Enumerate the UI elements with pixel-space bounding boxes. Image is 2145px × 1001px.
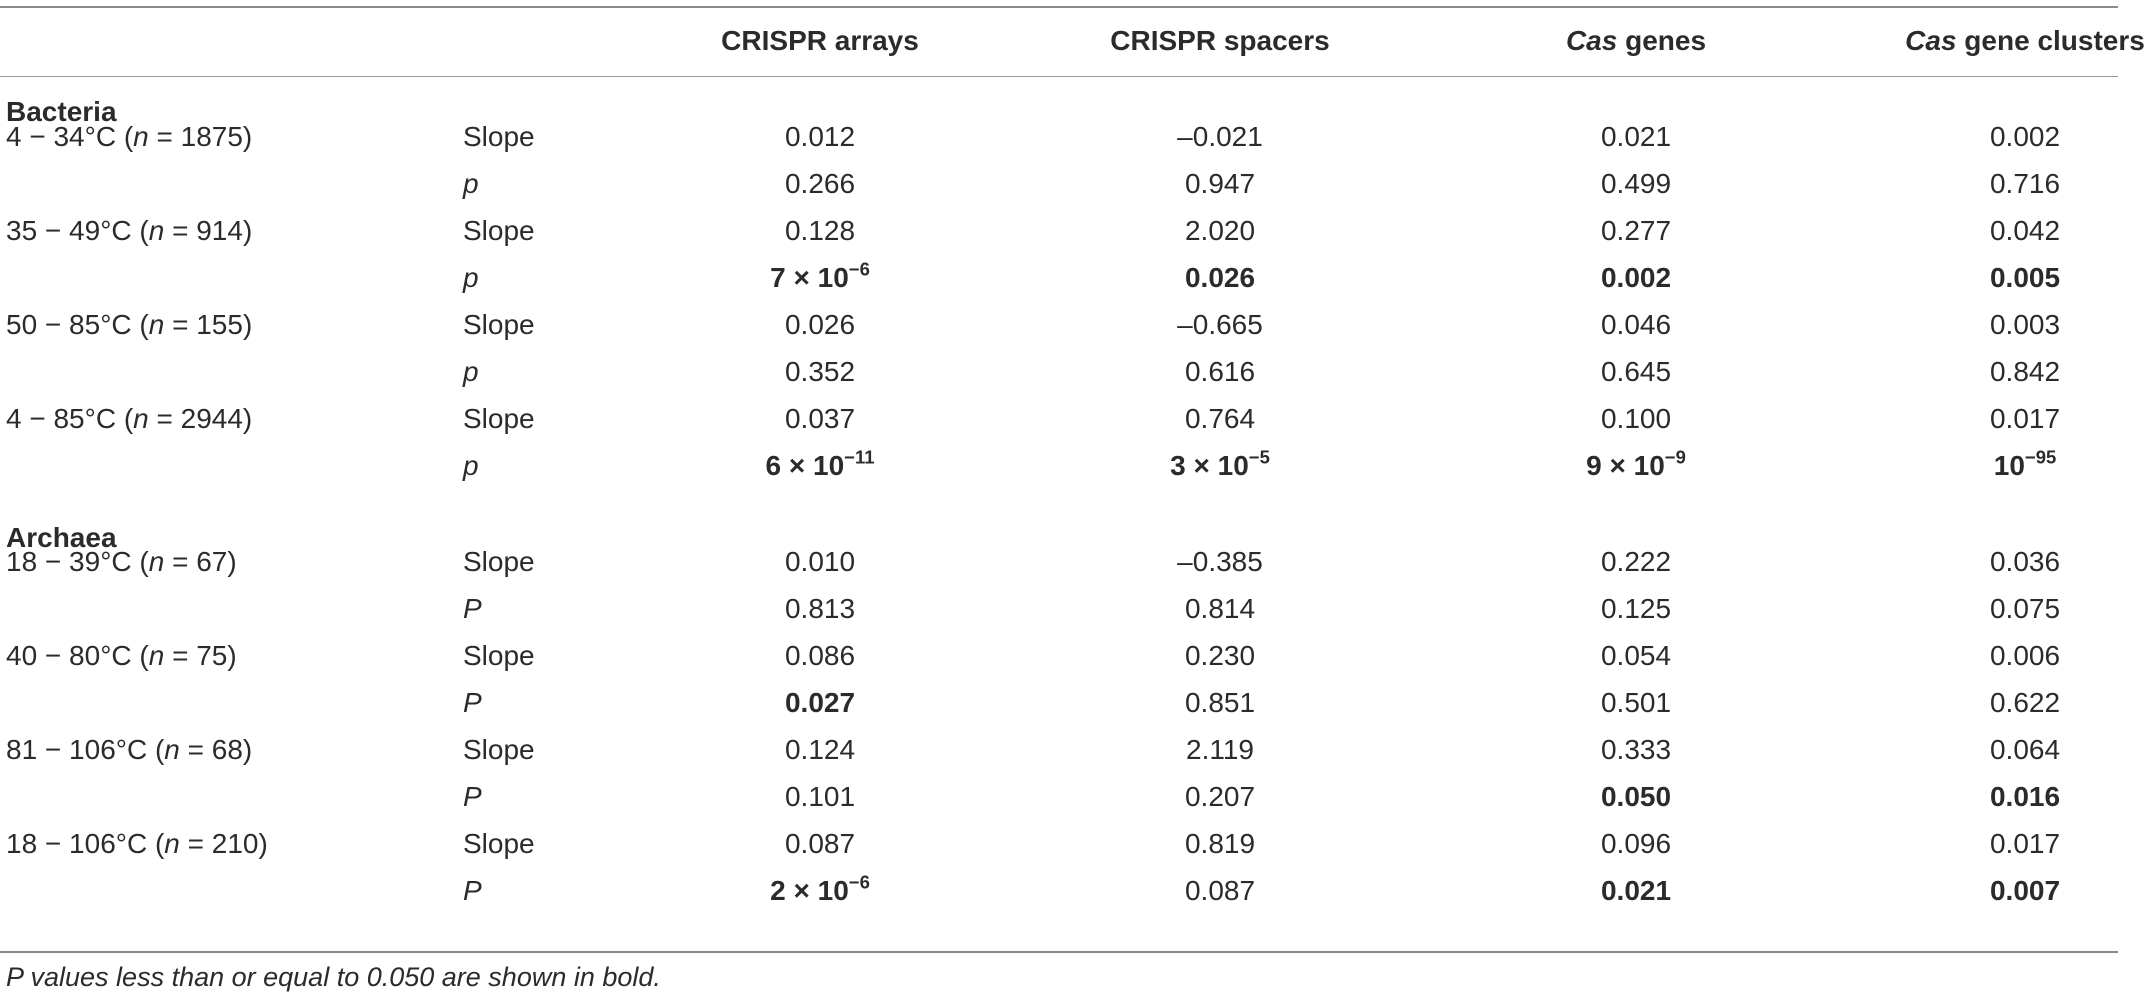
cell-cas-gene-clusters: 0.005 [1989, 262, 2061, 293]
cell-cas-genes: 0.021 [1600, 875, 1672, 906]
stat-p-label: P [463, 875, 482, 906]
cell-cas-gene-clusters: 0.003 [1989, 309, 2061, 340]
stat-slope-label: Slope [463, 309, 535, 340]
cell-cas-genes: 0.277 [1600, 215, 1672, 246]
cell-crispr-arrays: 0.037 [784, 403, 856, 434]
cell-cas-genes: 0.645 [1600, 356, 1672, 387]
cell-cas-gene-clusters: 0.075 [1989, 593, 2061, 624]
cell-cas-genes: 0.333 [1600, 734, 1672, 765]
stat-p-label: p [463, 450, 479, 481]
cell-cas-genes: 0.021 [1600, 121, 1672, 152]
stat-slope-label: Slope [463, 828, 535, 859]
cell-crispr-spacers: 0.207 [1184, 781, 1256, 812]
cell-crispr-arrays: 0.128 [784, 215, 856, 246]
cell-crispr-spacers: 0.814 [1184, 593, 1256, 624]
stat-slope-label: Slope [463, 640, 535, 671]
exponent: −9 [1664, 446, 1686, 468]
table-row [0, 160, 2118, 207]
cell-crispr-arrays: 0.026 [784, 309, 856, 340]
header-cas-gene-clusters: Cas gene clusters [1905, 25, 2145, 56]
cell-crispr-arrays: 0.012 [784, 121, 856, 152]
temperature-range-label: 50 − 85°C (n = 155) [6, 309, 253, 340]
cell-crispr-spacers: 0.230 [1184, 640, 1256, 671]
stat-p-label: P [463, 781, 482, 812]
stat-slope-label: Slope [463, 734, 535, 765]
cell-cas-gene-clusters: 0.016 [1989, 781, 2061, 812]
table-row [0, 867, 2118, 914]
cell-cas-genes: 0.499 [1600, 168, 1672, 199]
cell-crispr-arrays: 0.101 [784, 781, 856, 812]
temperature-range-label: 4 − 85°C (n = 2944) [6, 403, 253, 434]
cell-crispr-spacers: $3 \times 10^{-5}$ [1170, 446, 1270, 481]
exponent: −6 [848, 871, 870, 893]
cell-cas-gene-clusters: 0.042 [1989, 215, 2061, 246]
cell-cas-gene-clusters: $10^{-95}$ [1993, 446, 2057, 481]
cell-cas-genes: 0.125 [1600, 593, 1672, 624]
cell-crispr-spacers: 0.947 [1184, 168, 1256, 199]
cell-crispr-spacers: –0.385 [1177, 546, 1263, 577]
cell-crispr-arrays: 0.027 [784, 687, 856, 718]
cell-crispr-spacers: 0.087 [1184, 875, 1256, 906]
cell-crispr-spacers: 0.819 [1184, 828, 1256, 859]
header-crispr-spacers: CRISPR spacers [1110, 25, 1330, 56]
temperature-range-label: 4 − 34°C (n = 1875) [6, 121, 253, 152]
cell-cas-genes: 0.100 [1600, 403, 1672, 434]
cell-cas-genes: 0.222 [1600, 546, 1672, 577]
table-row [0, 395, 2118, 442]
section-bacteria: Bacteria [6, 96, 117, 127]
table-row [0, 254, 2118, 301]
cell-cas-gene-clusters: 0.017 [1989, 828, 2061, 859]
cell-cas-genes: 0.046 [1600, 309, 1672, 340]
cell-cas-genes: 0.054 [1600, 640, 1672, 671]
table-row [0, 679, 2118, 726]
table-bottom-rule [0, 951, 2118, 953]
temperature-range-label: 18 − 106°C (n = 210) [6, 828, 268, 859]
exponent: −6 [848, 258, 870, 280]
stat-slope-label: Slope [463, 121, 535, 152]
cell-crispr-spacers: 0.026 [1184, 262, 1256, 293]
cell-crispr-spacers: 2.119 [1186, 734, 1254, 765]
header-crispr-arrays: CRISPR arrays [721, 25, 919, 56]
table-row [0, 348, 2118, 395]
exponent: −11 [844, 446, 875, 468]
temperature-range-label: 18 − 39°C (n = 67) [6, 546, 237, 577]
table-header-rule [0, 76, 2118, 77]
section-archaea: Archaea [6, 522, 117, 553]
cell-crispr-arrays: 0.124 [784, 734, 856, 765]
cell-crispr-spacers: –0.021 [1177, 121, 1263, 152]
cell-crispr-spacers: 0.616 [1184, 356, 1256, 387]
cell-crispr-arrays: 0.087 [784, 828, 856, 859]
cell-crispr-arrays: 0.813 [784, 593, 856, 624]
stat-slope-label: Slope [463, 403, 535, 434]
cell-cas-genes: 0.002 [1600, 262, 1672, 293]
cell-cas-gene-clusters: 0.622 [1989, 687, 2061, 718]
temperature-range-label: 81 − 106°C (n = 68) [6, 734, 253, 765]
cell-crispr-spacers: 2.020 [1184, 215, 1256, 246]
cell-cas-gene-clusters: 0.716 [1989, 168, 2061, 199]
table-row [0, 113, 2118, 160]
table-row [0, 538, 2118, 585]
cell-cas-gene-clusters: 0.842 [1989, 356, 2061, 387]
exponent: −5 [1248, 446, 1270, 468]
table-row [0, 442, 2118, 489]
cell-crispr-arrays: 0.086 [784, 640, 856, 671]
table-footnote: P values less than or equal to 0.050 are shown in bold. [6, 962, 661, 992]
table-row [0, 632, 2118, 679]
table-top-rule [0, 6, 2118, 8]
stat-p-label: p [463, 262, 479, 293]
cell-cas-genes: 0.050 [1600, 781, 1672, 812]
temperature-range-label: 40 − 80°C (n = 75) [6, 640, 237, 671]
cell-cas-gene-clusters: 0.064 [1989, 734, 2061, 765]
table-row [0, 207, 2118, 254]
cell-crispr-arrays: $2 \times 10^{-6}$ [770, 871, 870, 906]
cell-cas-genes: 0.096 [1600, 828, 1672, 859]
cell-cas-genes: $9 \times 10^{-9}$ [1586, 446, 1686, 481]
cell-cas-gene-clusters: 0.006 [1989, 640, 2061, 671]
cell-cas-gene-clusters: 0.017 [1989, 403, 2061, 434]
cell-crispr-arrays: 0.266 [784, 168, 856, 199]
stat-p-label: p [463, 356, 479, 387]
exponent: −95 [2024, 446, 2057, 468]
cell-crispr-arrays: 0.010 [784, 546, 856, 577]
cell-crispr-spacers: 0.764 [1184, 403, 1256, 434]
table-row [0, 820, 2118, 867]
temperature-range-label: 35 − 49°C (n = 914) [6, 215, 253, 246]
stat-slope-label: Slope [463, 215, 535, 246]
table-row [0, 726, 2118, 773]
cell-crispr-spacers: –0.665 [1177, 309, 1263, 340]
cell-crispr-spacers: 0.851 [1184, 687, 1256, 718]
cell-crispr-arrays: 0.352 [784, 356, 856, 387]
stat-p-label: P [463, 687, 482, 718]
stat-p-label: P [463, 593, 482, 624]
cell-crispr-arrays: $7 \times 10^{-6}$ [770, 258, 870, 293]
table-row [0, 585, 2118, 632]
cell-crispr-arrays: $6 \times 10^{-11}$ [765, 446, 875, 481]
cell-cas-gene-clusters: 0.007 [1989, 875, 2061, 906]
cell-cas-genes: 0.501 [1600, 687, 1672, 718]
cell-cas-gene-clusters: 0.036 [1989, 546, 2061, 577]
cell-cas-gene-clusters: 0.002 [1989, 121, 2061, 152]
table-row [0, 773, 2118, 820]
header-cas-genes: Cas genes [1565, 25, 1707, 56]
stat-p-label: p [463, 168, 479, 199]
table-row [0, 301, 2118, 348]
stat-slope-label: Slope [463, 546, 535, 577]
